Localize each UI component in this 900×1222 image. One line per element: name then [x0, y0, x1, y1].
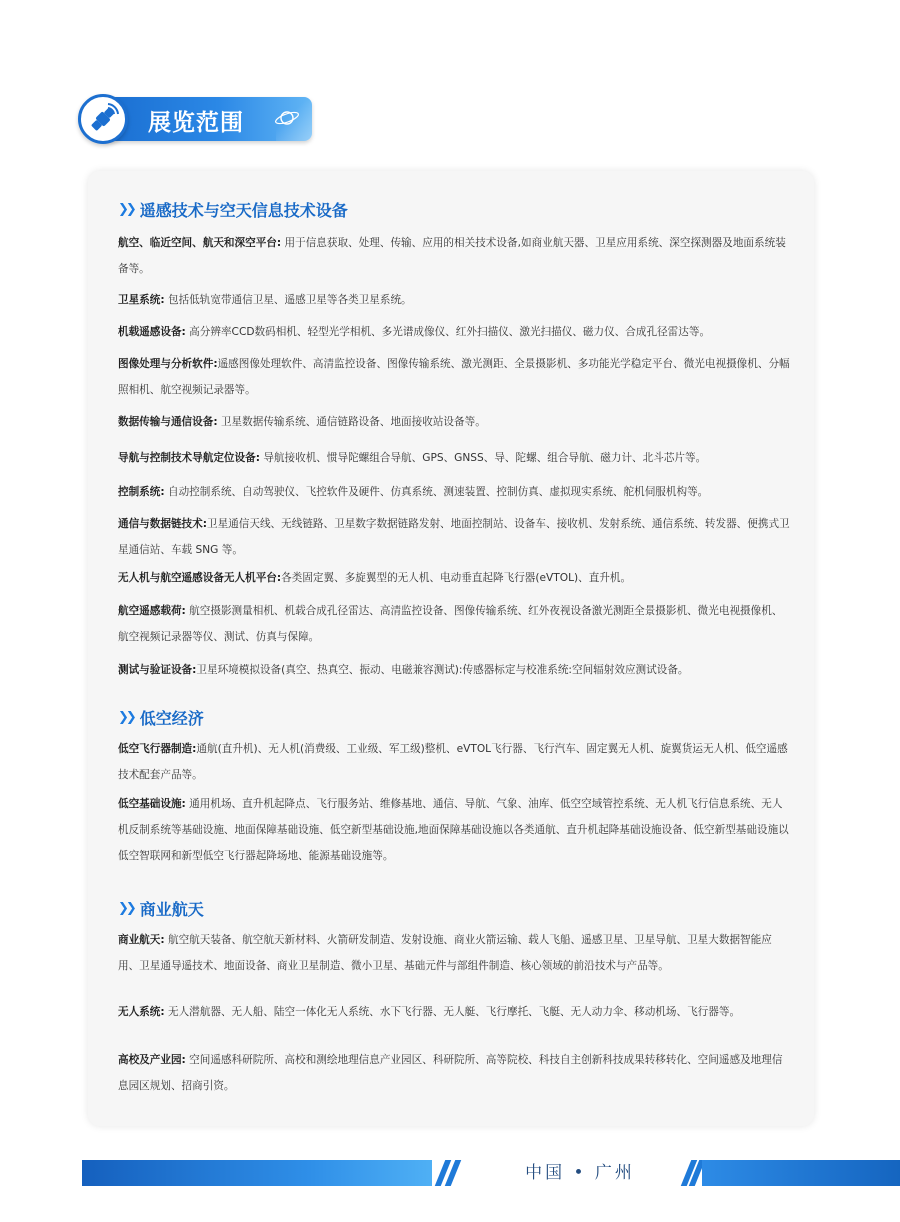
list-item	[118, 445, 793, 471]
list-item	[118, 230, 793, 282]
section-heading-low-altitude	[118, 706, 204, 729]
footer-bar-right	[702, 1160, 900, 1186]
item-label: 数据传输与通信设备:	[118, 416, 218, 428]
item-text: 遥感图像处理软件、高清监控设备、图像传输系统、激光测距、全景摄影机、多功能光学稳定平台、微光电视摄像机、分幅照相机、航空视频记录器等。	[118, 358, 790, 396]
planet-icon	[274, 107, 300, 133]
item-label: 测试与验证设备:	[118, 664, 197, 676]
item-label: 控制系统:	[118, 486, 165, 498]
list-item	[118, 927, 793, 979]
satellite-icon	[78, 94, 128, 144]
list-item	[118, 1047, 793, 1099]
chevron-right-icon: ❯❯	[118, 202, 134, 217]
list-item	[118, 511, 793, 563]
list-item	[118, 565, 793, 591]
footer-location: 中国 • 广州	[525, 1163, 635, 1183]
item-label: 航空遥感载荷:	[118, 605, 186, 617]
list-item	[118, 287, 793, 313]
item-label: 图像处理与分析软件:	[118, 358, 218, 370]
item-label: 商业航天:	[118, 934, 165, 946]
page-title: 展览范围	[148, 110, 244, 136]
item-label: 机载遥感设备:	[118, 326, 186, 338]
item-text: 卫星环境模拟设备(真空、热真空、振动、电磁兼容测试):传感器标定与校准系统:空间辐射效应测试设备。	[196, 664, 689, 676]
item-text: 用于信息获取、处理、传输、应用的相关技术设备,如商业航天器、卫星应用系统、深空探测器及地面系统装备等。	[118, 237, 786, 275]
item-text: 航空摄影测量相机、机载合成孔径雷达、高清监控设备、图像传输系统、红外夜视设备激光测距全景摄影机、微光电视摄像机、航空视频记录器等仪、测试、仿真与保障。	[118, 605, 783, 643]
item-text: 各类固定翼、多旋翼型的无人机、电动垂直起降飞行器(eVTOL)、直升机。	[281, 572, 632, 584]
item-text: 卫星通信天线、无线链路、卫星数字数据链路发射、地面控制站、设备车、接收机、发射系统、通信系统、转发器、便携式卫星通信站、车载 SNG 等。	[118, 518, 790, 556]
list-item	[118, 598, 793, 650]
item-label: 导航与控制技术导航定位设备:	[118, 452, 260, 464]
item-label: 低空飞行器制造:	[118, 743, 197, 755]
item-text: 自动控制系统、自动驾驶仪、飞控软件及硬件、仿真系统、测速装置、控制仿真、虚拟现实系统、舵机伺服机构等。	[164, 486, 709, 498]
item-label: 低空基础设施:	[118, 798, 186, 810]
item-label: 通信与数据链技术:	[118, 518, 207, 530]
chevron-right-icon: ❯❯	[118, 710, 134, 725]
section-heading-text: 商业航天	[139, 900, 204, 919]
item-text: 通航(直升机)、无人机(消费级、工业级、军工级)整机、eVTOL飞行器、飞行汽车、固定翼无人机、旋翼货运无人机、低空遥感技术配套产品等。	[118, 743, 788, 781]
item-text: 航空航天装备、航空航天新材料、火箭研发制造、发射设施、商业火箭运输、载人飞船、遥感卫星、卫星导航、卫星大数据智能应用、卫星通导遥技术、地面设备、商业卫星制造、微小卫星、基础元件与部组件制造、核心领域的前沿技术与产品等。	[118, 934, 772, 972]
section-heading-commercial-space	[118, 897, 204, 920]
chevron-right-icon: ❯❯	[118, 901, 134, 916]
exhibit-scope-card	[88, 171, 814, 1126]
item-label: 航空、临近空间、航天和深空平台:	[118, 237, 282, 249]
section-heading-text: 低空经济	[139, 709, 204, 728]
section-badge	[78, 95, 314, 145]
item-label: 高校及产业园:	[118, 1054, 186, 1066]
item-text: 高分辨率CCD数码相机、轻型光学相机、多光谱成像仪、红外扫描仪、激光扫描仪、磁力仪、合成孔径雷达等。	[185, 326, 711, 338]
item-text: 导航接收机、惯导陀螺组合导航、GPS、GNSS、导、陀螺、组合导航、磁力计、北斗芯片等。	[259, 452, 707, 464]
section-heading-text: 遥感技术与空天信息技术设备	[139, 201, 348, 220]
item-label: 无人机与航空遥感设备无人机平台:	[118, 572, 282, 584]
item-text: 通用机场、直升机起降点、飞行服务站、维修基地、通信、导航、气象、油库、低空空域管控系统、无人机飞行信息系统、无人机反制系统等基础设施、地面保障基础设施、低空新型基础设施,地面保障基础设施以各类通航、直升机起降基础设施设备、低空新型基础设施以低空智联网和新型低空飞行器起降场地、能源基础设施等。	[118, 798, 789, 862]
list-item	[118, 479, 793, 505]
item-text: 包括低轨宽带通信卫星、遥感卫星等各类卫星系统。	[164, 294, 412, 306]
list-item	[118, 351, 793, 403]
item-label: 无人系统:	[118, 1006, 165, 1018]
footer-bar-left	[82, 1160, 432, 1186]
section-heading-remote-sensing	[118, 198, 348, 221]
item-label: 卫星系统:	[118, 294, 165, 306]
list-item	[118, 999, 793, 1025]
list-item	[118, 791, 793, 869]
list-item	[118, 319, 793, 345]
item-text: 卫星数据传输系统、通信链路设备、地面接收站设备等。	[217, 416, 486, 428]
item-text: 无人潜航器、无人船、陆空一体化无人系统、水下飞行器、无人艇、飞行摩托、飞艇、无人动力伞、移动机场、飞行器等。	[164, 1006, 741, 1018]
item-text: 空间遥感科研院所、高校和测绘地理信息产业园区、科研院所、高等院校、科技自主创新科技成果转移转化、空间遥感及地理信息园区规划、招商引资。	[118, 1054, 783, 1092]
list-item	[118, 736, 793, 788]
list-item	[118, 657, 793, 683]
list-item	[118, 409, 793, 435]
